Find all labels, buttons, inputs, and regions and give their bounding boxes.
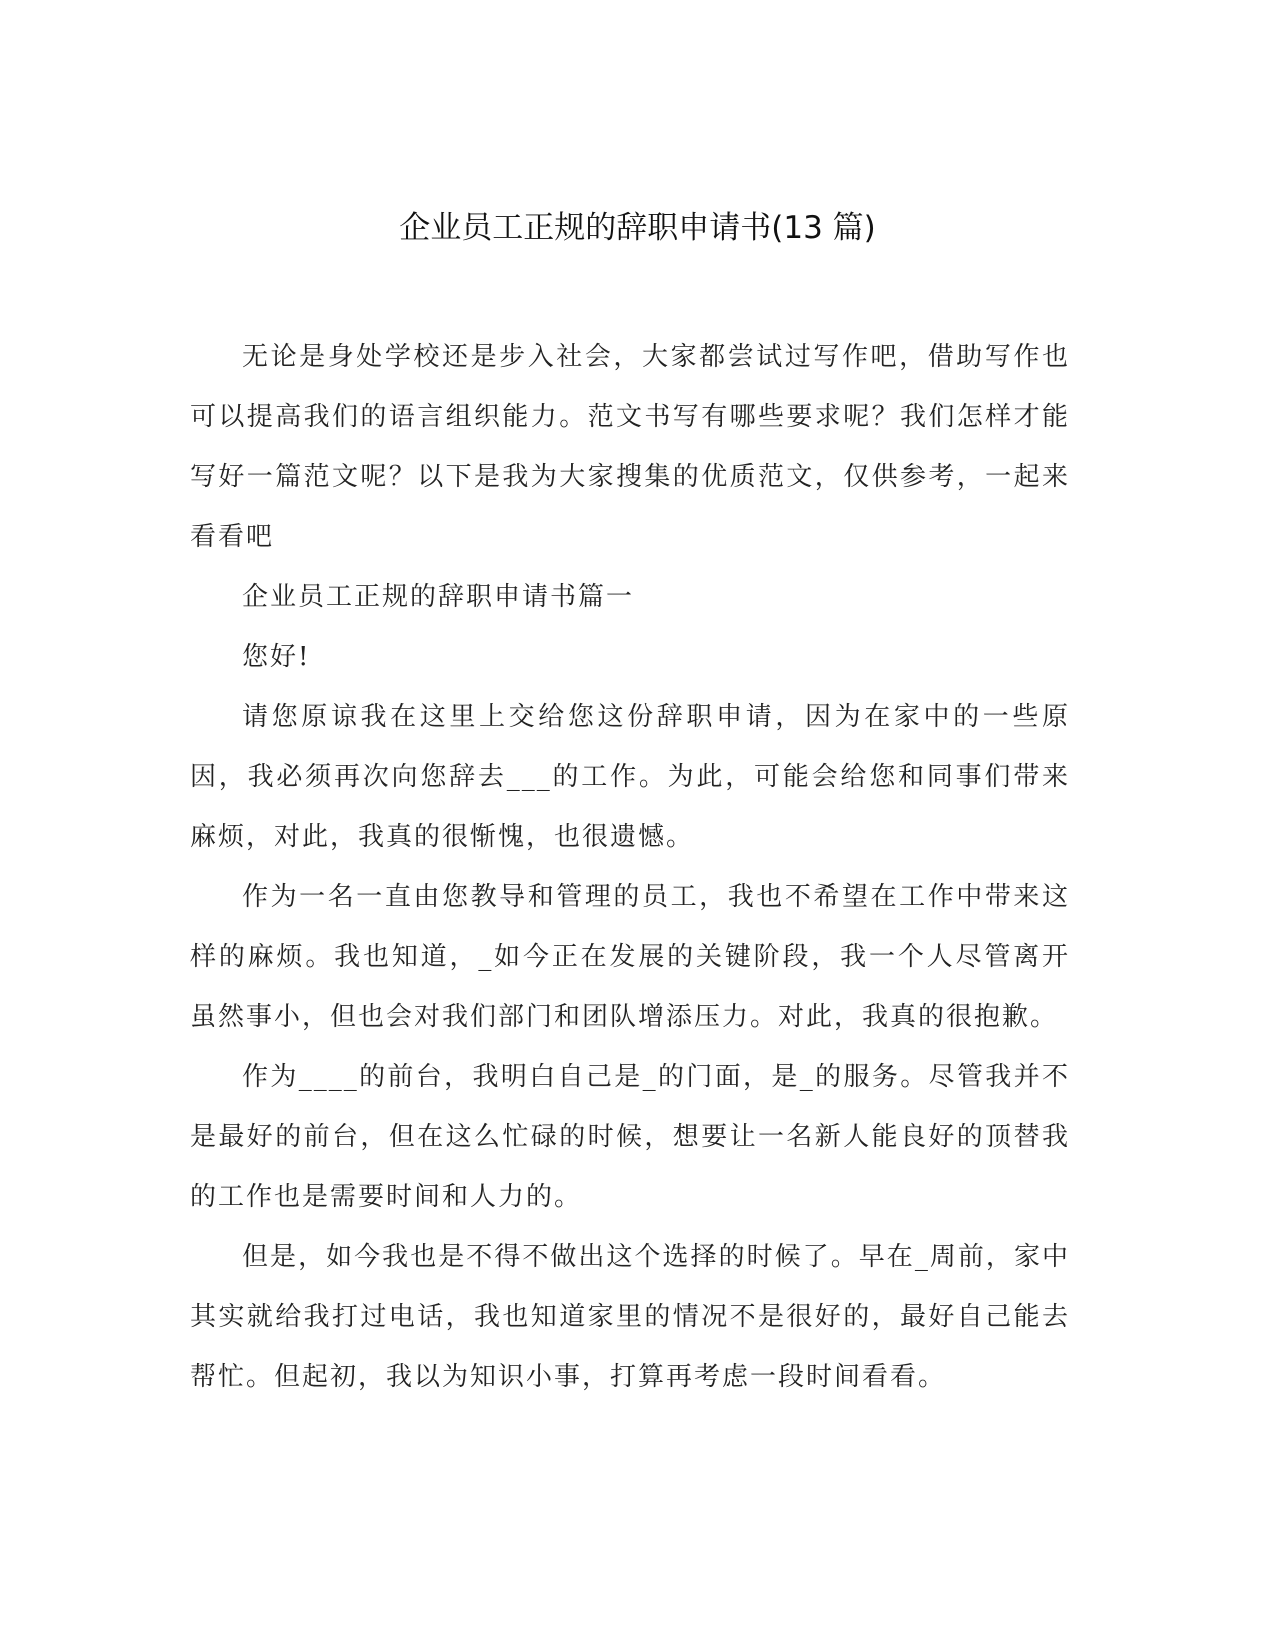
section-heading: 企业员工正规的辞职申请书篇一 [242,582,635,612]
paragraph: 但是，如今我也是不得不做出这个选择的时候了。早在_周前，家中其实就给我打过电话，我也知道家里的情况不是很好的，最好自己能去帮忙。但起初，我以为知识小事，打算再考虑一段时间看看。 [190,1242,1070,1392]
document-title: 企业员工正规的辞职申请书(13 篇) [399,210,876,246]
paragraph: 请您原谅我在这里上交给您这份辞职申请，因为在家中的一些原因，我必须再次向您辞去___的工作。为此，可能会给您和同事们带来麻烦，对此，我真的很惭愧，也很遗憾。 [190,702,1070,852]
greeting: 您好! [242,642,311,672]
paragraph-intro: 无论是身处学校还是步入社会，大家都尝试过写作吧，借助写作也可以提高我们的语言组织能力。范文书写有哪些要求呢？我们怎样才能写好一篇范文呢？以下是我为大家搜集的优质范文，仅供参考，一起来看看吧 [190,342,1070,552]
document-body [190,327,1070,1407]
paragraph: 作为一名一直由您教导和管理的员工，我也不希望在工作中带来这样的麻烦。我也知道，_如今正在发展的关键阶段，我一个人尽管离开虽然事小，但也会对我们部门和团队增添压力。对此，我真的很抱歉。 [190,882,1070,1032]
paragraph: 作为____的前台，我明白自己是_的门面，是_的服务。尽管我并不是最好的前台，但在这么忙碌的时候，想要让一名新人能良好的顶替我的工作也是需要时间和人力的。 [190,1062,1070,1212]
